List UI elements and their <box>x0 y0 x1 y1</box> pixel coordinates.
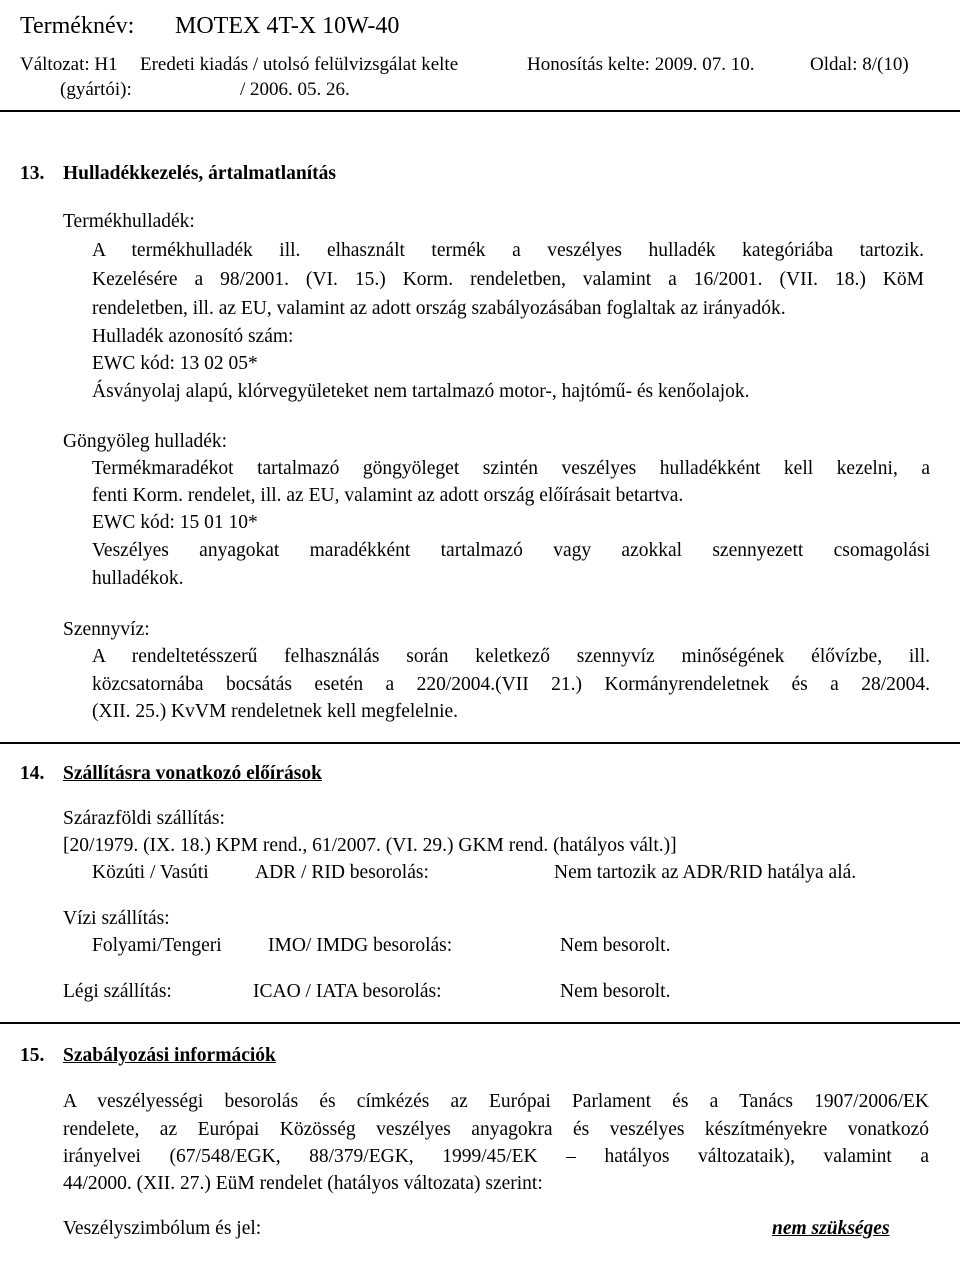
regulatory-line-1: A veszélyességi besorolás és címkézés az Európai Parlament és a Tanács 1907/2006/EK <box>63 1091 929 1112</box>
issue-label: Eredeti kiadás / utolsó felülvizsgálat kelte <box>140 54 459 75</box>
regulatory-line-2: rendelete, az Európai Közösség veszélyes anyagokra és veszélyes készítményekre vonatkozó <box>63 1119 929 1140</box>
icao-iata-value: Nem besorolt. <box>560 981 671 1002</box>
water-transport-label: Vízi szállítás: <box>63 908 170 929</box>
page-number: Oldal: 8/(10) <box>810 54 909 75</box>
product-waste-line-1: A termékhulladék ill. elhasznált termék a veszélyes hulladék kategóriába tartozik. <box>92 240 924 261</box>
adoption-date: Honosítás kelte: 2009. 07. 10. <box>527 54 755 75</box>
imo-imdg-label: IMO/ IMDG besorolás: <box>268 935 453 956</box>
issue-date: / 2006. 05. 26. <box>240 79 350 100</box>
regulatory-line-4: 44/2000. (XII. 27.) EüM rendelet (hatályos változata) szerint: <box>63 1173 543 1194</box>
version: Változat: H1 <box>20 54 118 75</box>
s15-title: Szabályozási információk <box>63 1045 276 1066</box>
product-waste-line-3: rendeletben, ill. az EU, valamint az adott ország szabályozásában foglaltak az irányadók. <box>92 298 786 319</box>
packaging-waste-line-1: Termékmaradékot tartalmazó göngyöleget szintén veszélyes hulladékként kell kezelni, a <box>92 458 930 479</box>
wastewater-line-2: közcsatornába bocsátás esetén a 220/2004.(VII 21.) Kormányrendeletnek és a 28/2004. <box>92 674 930 695</box>
imo-imdg-value: Nem besorolt. <box>560 935 671 956</box>
product-name-label: Terméknév: <box>20 13 135 39</box>
s14-title: Szállításra vonatkozó előírások <box>63 763 322 784</box>
s13-title: Hulladékkezelés, ártalmatlanítás <box>63 163 336 184</box>
ewc-code-1-desc: Ásványolaj alapú, klórvegyületeket nem tartalmazó motor-, hajtómű- és kenőolajok. <box>92 381 750 402</box>
packaging-waste-label: Göngyöleg hulladék: <box>63 431 228 452</box>
icao-iata-label: ICAO / IATA besorolás: <box>253 981 442 1002</box>
sea-river-label: Folyami/Tengeri <box>92 935 222 956</box>
adr-rid-value: Nem tartozik az ADR/RID hatálya alá. <box>554 862 857 883</box>
waste-id-label: Hulladék azonosító szám: <box>92 326 294 347</box>
product-name: MOTEX 4T-X 10W-40 <box>175 13 400 39</box>
road-rail-label: Közúti / Vasúti <box>92 862 209 883</box>
ewc-code-2-line-1: Veszélyes anyagokat maradékként tartalmazó vagy azokkal szennyezett csomagolási <box>92 540 930 561</box>
land-transport-label: Szárazföldi szállítás: <box>63 808 225 829</box>
product-waste-label: Termékhulladék: <box>63 211 195 232</box>
wastewater-line-1: A rendeltetésszerű felhasználás során keletkező szennyvíz minőségének élővízbe, ill. <box>92 646 930 667</box>
issue-label-cont: (gyártói): <box>60 79 132 100</box>
ewc-code-2: EWC kód: 15 01 10* <box>92 512 258 533</box>
ewc-code-1: EWC kód: 13 02 05* <box>92 353 258 374</box>
s15-number: 15. <box>20 1045 45 1066</box>
s14-number: 14. <box>20 763 45 784</box>
header-divider <box>0 110 960 112</box>
packaging-waste-line-2: fenti Korm. rendelet, ill. az EU, valamint az adott ország előírásait betartva. <box>92 485 684 506</box>
air-transport-label: Légi szállítás: <box>63 981 172 1002</box>
adr-rid-label: ADR / RID besorolás: <box>255 862 429 883</box>
wastewater-label: Szennyvíz: <box>63 619 150 640</box>
s13-number: 13. <box>20 163 45 184</box>
regulatory-line-3: irányelvei (67/548/EGK, 88/379/EGK, 1999/45/EK – hatályos változataik), valamint a <box>63 1146 929 1167</box>
s14-divider <box>0 742 960 744</box>
product-waste-line-2: Kezelésére a 98/2001. (VI. 15.) Korm. rendeletben, valamint a 16/2001. (VII. 18.) KöM <box>92 269 924 290</box>
ewc-code-2-line-2: hulladékok. <box>92 568 184 589</box>
hazard-symbol-value: nem szükséges <box>772 1218 890 1239</box>
wastewater-line-3: (XII. 25.) KvVM rendeletnek kell megfelelnie. <box>92 701 459 722</box>
hazard-symbol-label: Veszélyszimbólum és jel: <box>63 1218 262 1239</box>
land-transport-reference: [20/1979. (IX. 18.) KPM rend., 61/2007. (VI. 29.) GKM rend. (hatályos vált.)] <box>63 835 677 856</box>
s15-divider <box>0 1022 960 1024</box>
